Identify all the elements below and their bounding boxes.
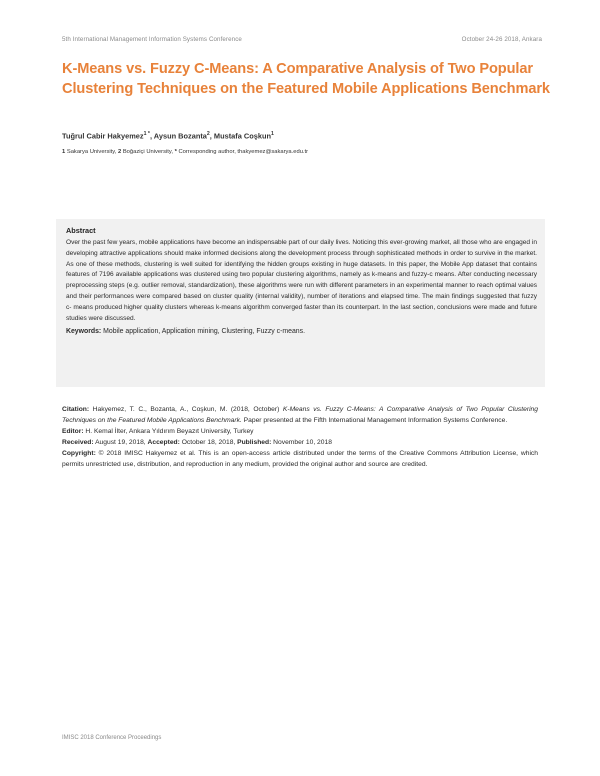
author-name: Aysun Bozanta bbox=[153, 131, 207, 141]
abstract-box bbox=[56, 219, 545, 387]
affiliations bbox=[62, 149, 308, 155]
accepted-label: Accepted: bbox=[147, 438, 180, 446]
author-separator: , bbox=[209, 131, 214, 141]
author-list bbox=[62, 131, 274, 140]
affiliation-text: Boğaziçi University, bbox=[121, 149, 175, 155]
editor-text: H. Kemal İlter, Ankara Yıldırım Beyazıt University, Turkey bbox=[83, 427, 254, 435]
author-affiliation-mark: 1 * bbox=[143, 131, 150, 137]
received-date: August 19, 2018, bbox=[93, 438, 148, 446]
page-footer: IMISC 2018 Conference Proceedings bbox=[62, 735, 162, 741]
copyright-label: Copyright: bbox=[62, 449, 96, 457]
abstract-heading: Abstract bbox=[66, 226, 96, 235]
copyright-text: © 2018 IMISC Hakyemez et al. This is an open-access article distributed under the terms of the Creative Commons Attribution License, which permits unrestricted use, distribution, and reproduction in any medium, provided the original author and source are credited. bbox=[62, 449, 538, 468]
affiliation-text: Sakarya University, bbox=[65, 149, 118, 155]
received-label: Received: bbox=[62, 438, 94, 446]
paper-title: K-Means vs. Fuzzy C-Means: A Comparative Analysis of Two Popular Clustering Techniques on the Featured Mobile Applications Benchmark bbox=[62, 61, 550, 97]
abstract-text: Over the past few years, mobile applications have become an indispensable part of our daily lives. Noticing this ever-growing market, all those who are engaged in developing attractive applications should make informed decisions along the development process through sophisticated methods in order to survive in the market. As one of these methods, clustering is well suited for identifying the hidden groups existing in huge datasets. In this paper, the Mobile App dataset that contains features of 7196 available applications was clustered using two popular clustering algorithms, namely as k-means and fuzzy-c means. After conducting necessary preprocessing steps (e.g. outlier removal, standardization), these algorithms were run with different parameters in an experimental manner to reach optimal values and their performances were compared based on cluster quality (internal validity), number of iterations and elapsed time. The main findings suggested that fuzzy c- means produced higher quality clusters whereas k-means algorithm converged faster than its counterpart. In the last section, conclusions were made and future studies were discussed. bbox=[66, 239, 537, 322]
keywords-label: Keywords: bbox=[66, 328, 102, 336]
affiliation-number: * bbox=[174, 149, 177, 155]
keywords bbox=[66, 328, 537, 335]
author-affiliation-mark: 2 bbox=[206, 131, 210, 137]
running-header-conference: 5th International Management Information Systems Conference bbox=[62, 36, 242, 43]
copyright-row bbox=[62, 449, 538, 471]
author-name: Mustafa Coşkun bbox=[213, 131, 271, 141]
affiliation-number: 1 bbox=[62, 149, 66, 155]
citation-block bbox=[62, 405, 538, 470]
author-affiliation-mark: 1 bbox=[271, 131, 274, 137]
author-separator: , bbox=[149, 131, 154, 141]
keywords-text: Mobile application, Application mining, Clustering, Fuzzy c-means. bbox=[101, 328, 305, 336]
affiliation-number: 2 bbox=[117, 149, 122, 155]
published-date: November 10, 2018 bbox=[271, 438, 332, 446]
editor-row bbox=[62, 427, 538, 438]
citation-title: K-Means vs. Fuzzy C-Means: A Comparative Analysis of Two Popular Clustering Techniques on the Featured Mobile Applications Benchmark. bbox=[62, 406, 538, 424]
editor-label: Editor: bbox=[62, 427, 84, 435]
citation-label: Citation: bbox=[62, 406, 90, 413]
dates-row bbox=[62, 438, 538, 449]
citation-row bbox=[62, 405, 538, 427]
citation-venue: Paper presented at the Fifth International Management Information Systems Conference. bbox=[241, 416, 508, 424]
accepted-date: October 18, 2018, bbox=[179, 438, 238, 446]
author-name: Tuğrul Cabir Hakyemez bbox=[62, 131, 144, 141]
published-label: Published: bbox=[237, 438, 272, 446]
running-header-date: October 24-26 2018, Ankara bbox=[461, 36, 542, 43]
citation-authors: Hakyemez, T. C., Bozanta, A., Coşkun, M. (2018, October) bbox=[89, 406, 283, 413]
affiliation-text: Corresponding author, thakyemez@sakarya.edu.tr bbox=[176, 149, 309, 155]
